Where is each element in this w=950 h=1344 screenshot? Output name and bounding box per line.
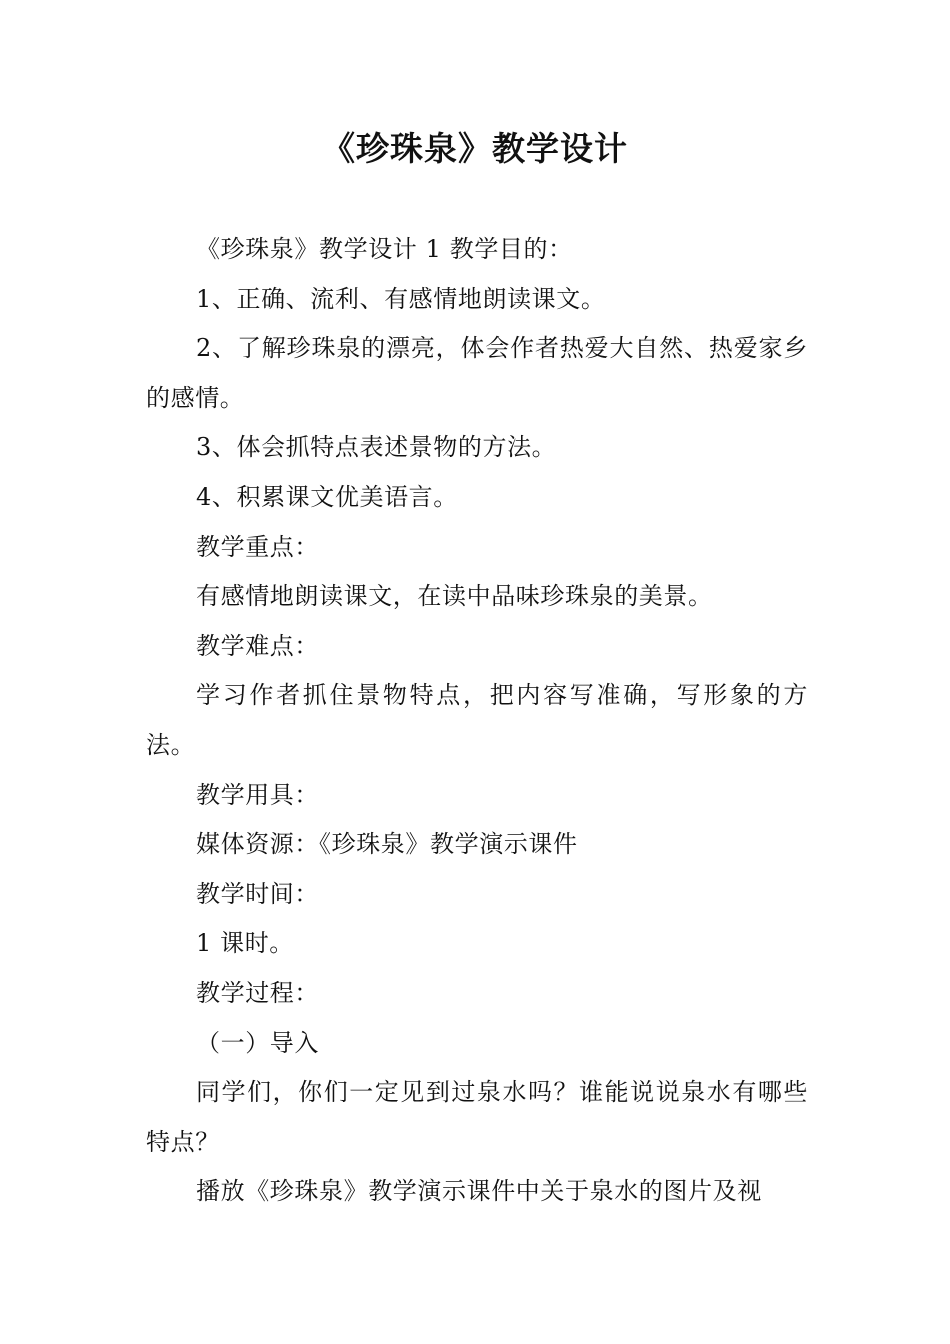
paragraph: 同学们，你们一定见到过泉水吗？谁能说说泉水有哪些特点？ [146, 1078, 808, 1156]
paragraph: 教学用具： [196, 780, 319, 809]
paragraph: 播放《珍珠泉》教学演示课件中关于泉水的图片及视 [196, 1177, 762, 1206]
paragraph: （一）导入 [196, 1028, 319, 1057]
paragraph: 学习作者抓住景物特点，把内容写准确，写形象的方法。 [146, 681, 808, 759]
paragraph: 有感情地朗读课文，在读中品味珍珠泉的美景。 [196, 582, 713, 611]
paragraph: 3、体会抓特点表述景物的方法。 [196, 433, 557, 462]
paragraph: 教学过程： [196, 978, 319, 1007]
paragraph: 教学难点： [196, 631, 319, 660]
document-body [146, 225, 808, 1217]
paragraph: 1 课时。 [196, 929, 294, 958]
paragraph: 媒体资源：《珍珠泉》教学演示课件 [196, 830, 578, 859]
paragraph: 2、了解珍珠泉的漂亮，体会作者热爱大自然、热爱家乡的感情。 [146, 334, 808, 412]
paragraph: 《珍珠泉》教学设计 1 教学目的： [196, 235, 573, 263]
document-title: 《珍珠泉》教学设计 [322, 129, 628, 168]
paragraph: 4、积累课文优美语言。 [196, 482, 458, 511]
paragraph: 教学重点： [196, 532, 319, 561]
paragraph: 教学时间： [196, 879, 319, 908]
paragraph: 1、正确、流利、有感情地朗读课文。 [196, 284, 606, 313]
